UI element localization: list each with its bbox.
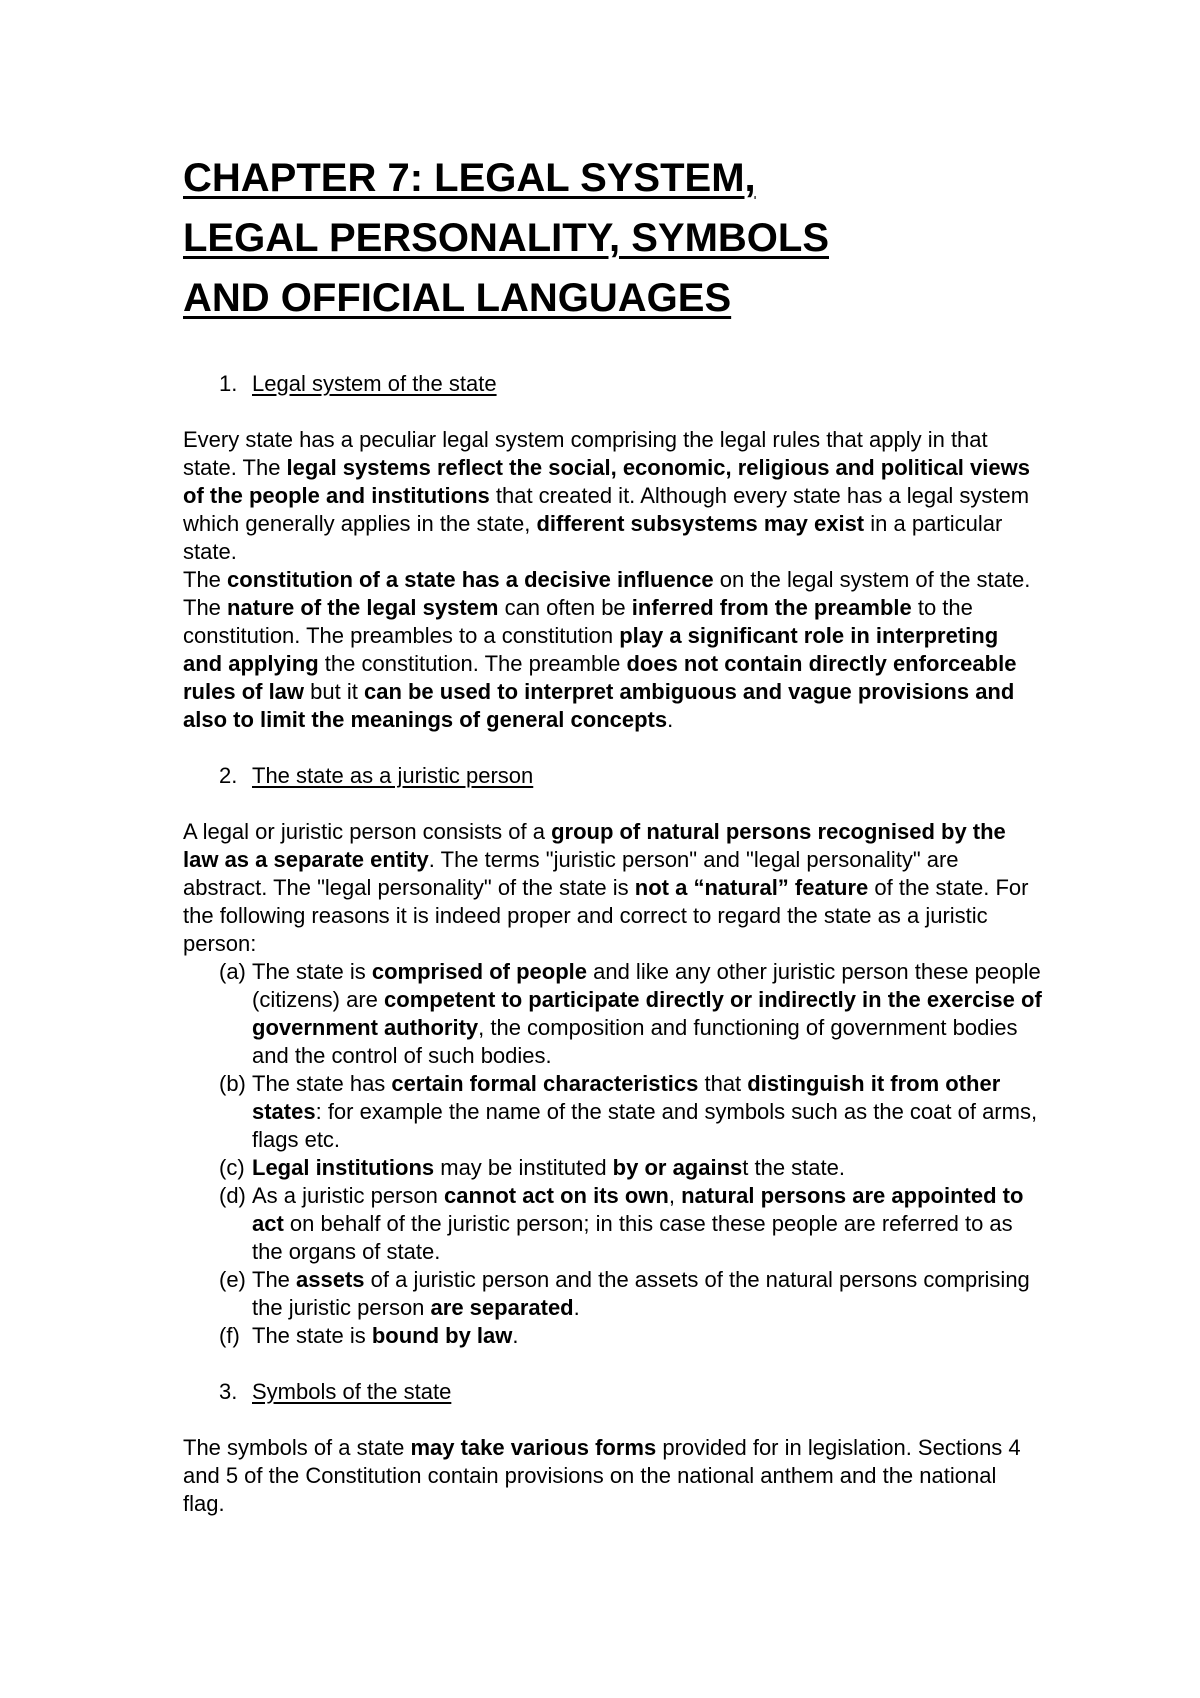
section-3-paragraph-1 [183, 1434, 1043, 1518]
text-run: that created it. Although every state has a legal system which generally applies in the state, [183, 483, 1030, 536]
section-2-heading [183, 762, 1043, 790]
text-run: but it [304, 679, 364, 704]
bold-text: constitution of a state has a decisive influence [227, 567, 714, 592]
bold-text: does not contain directly enforceable rules of law [183, 651, 1017, 704]
bold-text: by or agains [612, 1155, 743, 1180]
section-1-paragraph-2 [183, 566, 1043, 734]
bold-text: inferred from the preamble [631, 595, 912, 620]
text-run: A legal or juristic person consists of a [183, 819, 552, 844]
bold-text: can be used to interpret ambiguous and vague provisions and also to limit the meanings of general concepts [183, 679, 1015, 732]
bold-text: Legal institutions [252, 1155, 435, 1180]
list-item [183, 1322, 1043, 1350]
text-run: the constitution. The preamble [318, 651, 627, 676]
section-1-number: 1. [219, 371, 238, 396]
list-item-text [252, 1322, 1043, 1350]
list-item-text [252, 1266, 1043, 1322]
text-run: . [573, 1295, 580, 1320]
section-2-title: The state as a juristic person [252, 763, 534, 788]
list-item [183, 1266, 1043, 1322]
document-body [183, 370, 1043, 1518]
text-run: may be instituted [434, 1155, 613, 1180]
bold-text: legal systems reflect the social, economic, religious and political views of the people and institutions [183, 455, 1030, 508]
text-run: of a juristic person and the assets of the natural persons comprising the juristic person [252, 1267, 1030, 1320]
text-run: The [252, 1267, 297, 1292]
list-item-text [252, 1182, 1043, 1266]
text-run: that [698, 1071, 748, 1096]
bold-text: distinguish it from other states [252, 1071, 1001, 1124]
list-item-marker: (e) [219, 1267, 246, 1292]
text-run: The state is [252, 959, 372, 984]
list-item-text [252, 958, 1043, 1070]
list-item-marker: (a) [219, 959, 246, 984]
text-run: to the constitution. The preambles to a constitution [183, 595, 973, 648]
bold-text: not a “natural” feature [634, 875, 869, 900]
bold-text: are separated [430, 1295, 574, 1320]
list-item-marker: (d) [219, 1183, 246, 1208]
text-run: in a particular state. [183, 511, 1003, 564]
text-run: . [512, 1323, 519, 1348]
bold-text: may take various forms [410, 1435, 657, 1460]
list-item-marker: (b) [219, 1071, 246, 1096]
text-run: , [668, 1183, 682, 1208]
list-item [183, 958, 1043, 1070]
bold-text: bound by law [371, 1323, 513, 1348]
text-run: of the state. For the following reasons it is indeed proper and correct to regard the state as a juristic person: [183, 875, 1029, 956]
text-run: The symbols of a state [183, 1435, 411, 1460]
text-run: . [667, 707, 674, 732]
bold-text: group of natural persons recognised by the law as a separate entity [183, 819, 1006, 872]
text-run: can often be [498, 595, 632, 620]
bold-text: assets [296, 1267, 365, 1292]
list-item-text [252, 1070, 1043, 1154]
section-3-heading [183, 1378, 1043, 1406]
list-item-marker: (c) [219, 1155, 245, 1180]
text-run: on the legal system of the state. The [183, 567, 1031, 620]
bold-text: play a significant role in interpreting and applying [183, 623, 999, 676]
juristic-person-reasons-list [183, 958, 1043, 1350]
list-item-text [252, 1154, 1043, 1182]
list-item [183, 1182, 1043, 1266]
list-item-marker: (f) [219, 1323, 240, 1348]
chapter-title-line-2: LEGAL PERSONALITY, SYMBOLS [183, 216, 829, 260]
bold-text: nature of the legal system [227, 595, 499, 620]
text-run: The state has [252, 1071, 392, 1096]
text-run: Every state has a peculiar legal system comprising the legal rules that apply in that state. The [183, 427, 988, 480]
section-1-heading [183, 370, 1043, 398]
section-1-paragraph-1 [183, 426, 1043, 566]
bold-text: different subsystems may exist [536, 511, 865, 536]
text-run: provided for in legislation. Sections 4 and 5 of the Constitution contain provisions on the national anthem and the national flag. [183, 1435, 1021, 1516]
text-run: , the composition and functioning of government bodies and the control of such bodies. [252, 1015, 1018, 1068]
section-2-paragraph-1 [183, 818, 1043, 958]
bold-text: cannot act on its own [443, 1183, 669, 1208]
bold-text: natural persons are appointed to act [252, 1183, 1024, 1236]
text-run: t the state. [742, 1155, 845, 1180]
bold-text: certain formal characteristics [391, 1071, 699, 1096]
section-1-title: Legal system of the state [252, 371, 497, 396]
chapter-title [183, 148, 1083, 328]
bold-text: competent to participate directly or indirectly in the exercise of government authority [252, 987, 1042, 1040]
section-3-title: Symbols of the state [252, 1379, 452, 1404]
text-run: The state is [252, 1323, 372, 1348]
text-run: on behalf of the juristic person; in this case these people are referred to as the organs of state. [252, 1211, 1013, 1264]
text-run: The [183, 567, 228, 592]
list-item [183, 1070, 1043, 1154]
text-run: : for example the name of the state and symbols such as the coat of arms, flags etc. [252, 1099, 1038, 1152]
text-run: As a juristic person [252, 1183, 444, 1208]
section-2-number: 2. [219, 763, 238, 788]
section-3-number: 3. [219, 1379, 238, 1404]
text-run: and like any other juristic person these people (citizens) are [252, 959, 1041, 1012]
text-run: . The terms "juristic person" and "legal personality" are abstract. The "legal personality" of the state is [183, 847, 959, 900]
list-item [183, 1154, 1043, 1182]
chapter-title-line-3: AND OFFICIAL LANGUAGES [183, 276, 732, 320]
bold-text: comprised of people [371, 959, 587, 984]
chapter-title-line-1: CHAPTER 7: LEGAL SYSTEM, [183, 156, 756, 200]
